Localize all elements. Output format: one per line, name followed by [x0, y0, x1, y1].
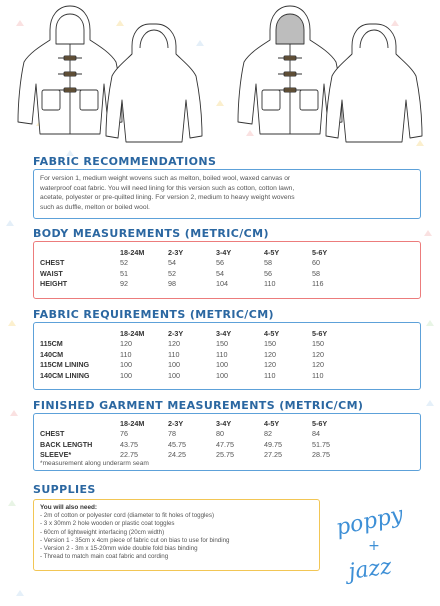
list-item: - Thread to match main coat fabric and cording [40, 553, 169, 561]
table-row [40, 268, 360, 279]
row-label: HEIGHT [40, 279, 68, 289]
table-row [40, 279, 360, 290]
coat-illustrations [0, 0, 440, 150]
table-cell: 110 [168, 349, 180, 359]
list-item: - 2m of cotton or polyester cord (diameter to fit holes of toggles) [40, 512, 215, 519]
table-row [40, 360, 360, 371]
column-header: 18-24M [120, 247, 145, 257]
table-cell: 120 [312, 349, 324, 359]
list-item: - 60cm of lightweight interfacing (20cm width) [40, 528, 165, 536]
table-cell: 82 [264, 429, 272, 439]
supplies-intro: You will also need: [40, 504, 98, 511]
table-cell: 78 [168, 429, 176, 439]
table-cell: 24.25 [168, 450, 186, 460]
fabric-line: For version 1, medium weight wovens such as melton, boiled wool, waxed canvas or [40, 175, 291, 182]
table-cell: 52 [168, 268, 176, 278]
column-header: 3-4Y [216, 247, 232, 257]
column-header: 4-5Y [264, 247, 280, 257]
table-cell: 100 [216, 370, 228, 380]
column-header: 4-5Y [264, 328, 280, 338]
column-header: 2-3Y [168, 247, 184, 257]
body-measurements-table [40, 247, 360, 289]
table-header-row [40, 328, 360, 339]
row-label: 140CM [40, 349, 64, 359]
table-cell: 56 [216, 258, 224, 268]
column-header: 2-3Y [168, 328, 184, 338]
column-header: 5-6Y [312, 247, 328, 257]
table-cell: 58 [312, 268, 320, 278]
supplies-list [34, 512, 319, 566]
table-cell: 25.75 [216, 450, 234, 460]
fabric-line: acetate, polyester or pre-quilted lining. For version 2, medium to heavy weight wovens [40, 194, 295, 202]
column-header: 4-5Y [264, 418, 280, 428]
table-cell: 49.75 [264, 439, 282, 449]
fabric-requirements-box [33, 322, 421, 390]
table-cell: 28.75 [312, 450, 330, 460]
table-row [40, 429, 360, 440]
column-header: 3-4Y [216, 418, 232, 428]
row-label: 140CM LINING [40, 370, 90, 380]
table-cell: 110 [216, 349, 228, 359]
table-row [40, 439, 360, 450]
table-cell: 120 [168, 339, 180, 349]
table-cell: 47.75 [216, 439, 234, 449]
logo-text-bottom: jazz [347, 554, 394, 585]
table-cell: 100 [216, 360, 228, 370]
table-cell: 52 [120, 258, 128, 268]
table-cell: 100 [120, 370, 132, 380]
table-cell: 43.75 [120, 439, 138, 449]
row-label: 115CM [40, 339, 63, 349]
table-cell: 22.75 [120, 450, 138, 460]
column-header: 5-6Y [312, 328, 328, 338]
table-cell: 45.75 [168, 439, 186, 449]
table-cell: 80 [216, 429, 224, 439]
row-label: WAIST [40, 268, 63, 278]
table-cell: 116 [312, 279, 324, 289]
table-cell: 84 [312, 429, 320, 439]
column-header: 18-24M [120, 418, 145, 428]
body-measurements-heading: BODY MEASUREMENTS (METRIC/CM) [33, 227, 269, 240]
table-cell: 60 [312, 258, 320, 268]
row-label: SLEEVE* [40, 450, 72, 460]
table-cell: 51.75 [312, 439, 330, 449]
table-cell: 92 [120, 279, 128, 289]
column-header: 3-4Y [216, 328, 232, 338]
coat-v2-back-drawing [326, 24, 422, 142]
table-cell: 54 [216, 268, 224, 278]
column-header: 2-3Y [168, 418, 184, 428]
table-header-row [40, 418, 360, 429]
fabric-line: waterproof coat fabric. You will need lining for this version such as cotton, cotton lawn, [40, 184, 295, 192]
measurement-footnote: *measurement along underarm seam [40, 460, 149, 467]
table-cell: 100 [120, 360, 132, 370]
supplies-heading: SUPPLIES [33, 483, 96, 496]
table-cell: 150 [264, 339, 276, 349]
table-header-row [40, 247, 360, 258]
row-label: 115CM LINING [40, 360, 90, 370]
table-cell: 100 [168, 360, 180, 370]
table-cell: 27.25 [264, 450, 282, 460]
table-cell: 100 [168, 370, 180, 380]
fabric-requirements-heading: FABRIC REQUIREMENTS (METRIC/CM) [33, 308, 274, 321]
row-label: CHEST [40, 258, 65, 268]
table-cell: 76 [120, 429, 128, 439]
fabric-recommendations-text [34, 170, 420, 216]
table-cell: 120 [264, 360, 276, 370]
logo-plus: + [368, 538, 380, 554]
finished-garment-heading: FINISHED GARMENT MEASUREMENTS (METRIC/CM) [33, 399, 364, 412]
supplies-box [33, 499, 320, 571]
column-header: 5-6Y [312, 418, 328, 428]
list-item: - Version 2 - 3m x 15-20mm wide double fold bias binding [40, 545, 198, 553]
table-cell: 120 [264, 349, 276, 359]
table-cell: 150 [312, 339, 324, 349]
finished-garment-table [40, 418, 360, 460]
table-cell: 104 [216, 279, 228, 289]
table-row [40, 450, 360, 461]
table-cell: 58 [264, 258, 272, 268]
fabric-line: such as duffle, melton or boiled wool. [40, 203, 150, 211]
fabric-recommendations-heading: FABRIC RECOMMENDATIONS [33, 155, 217, 168]
table-cell: 54 [168, 258, 176, 268]
logo-text-top: poppy [333, 502, 406, 541]
table-cell: 120 [312, 360, 324, 370]
fabric-recommendations-box [33, 169, 421, 219]
table-cell: 110 [264, 279, 276, 289]
table-cell: 98 [168, 279, 176, 289]
table-cell: 120 [120, 339, 132, 349]
finished-garment-box [33, 413, 421, 471]
table-cell: 110 [120, 349, 132, 359]
table-row [40, 349, 360, 360]
table-row [40, 339, 360, 350]
table-cell: 110 [264, 370, 276, 380]
row-label: CHEST [40, 429, 65, 439]
table-cell: 56 [264, 268, 272, 278]
table-cell: 150 [216, 339, 228, 349]
fabric-requirements-table [40, 328, 360, 381]
row-label: BACK LENGTH [40, 439, 93, 449]
poppy-jazz-logo [330, 498, 412, 590]
column-header: 18-24M [120, 328, 145, 338]
table-row [40, 258, 360, 269]
table-row [40, 370, 360, 381]
list-item: - Version 1 - 35cm x 4cm piece of fabric cut on bias to use for binding [40, 536, 230, 544]
list-item: - 3 x 30mm 2 hole wooden or plastic coat toggles [40, 520, 175, 528]
coat-v1-back-drawing [106, 24, 202, 142]
body-measurements-box [33, 241, 421, 299]
table-cell: 110 [312, 370, 324, 380]
table-cell: 51 [120, 268, 128, 278]
